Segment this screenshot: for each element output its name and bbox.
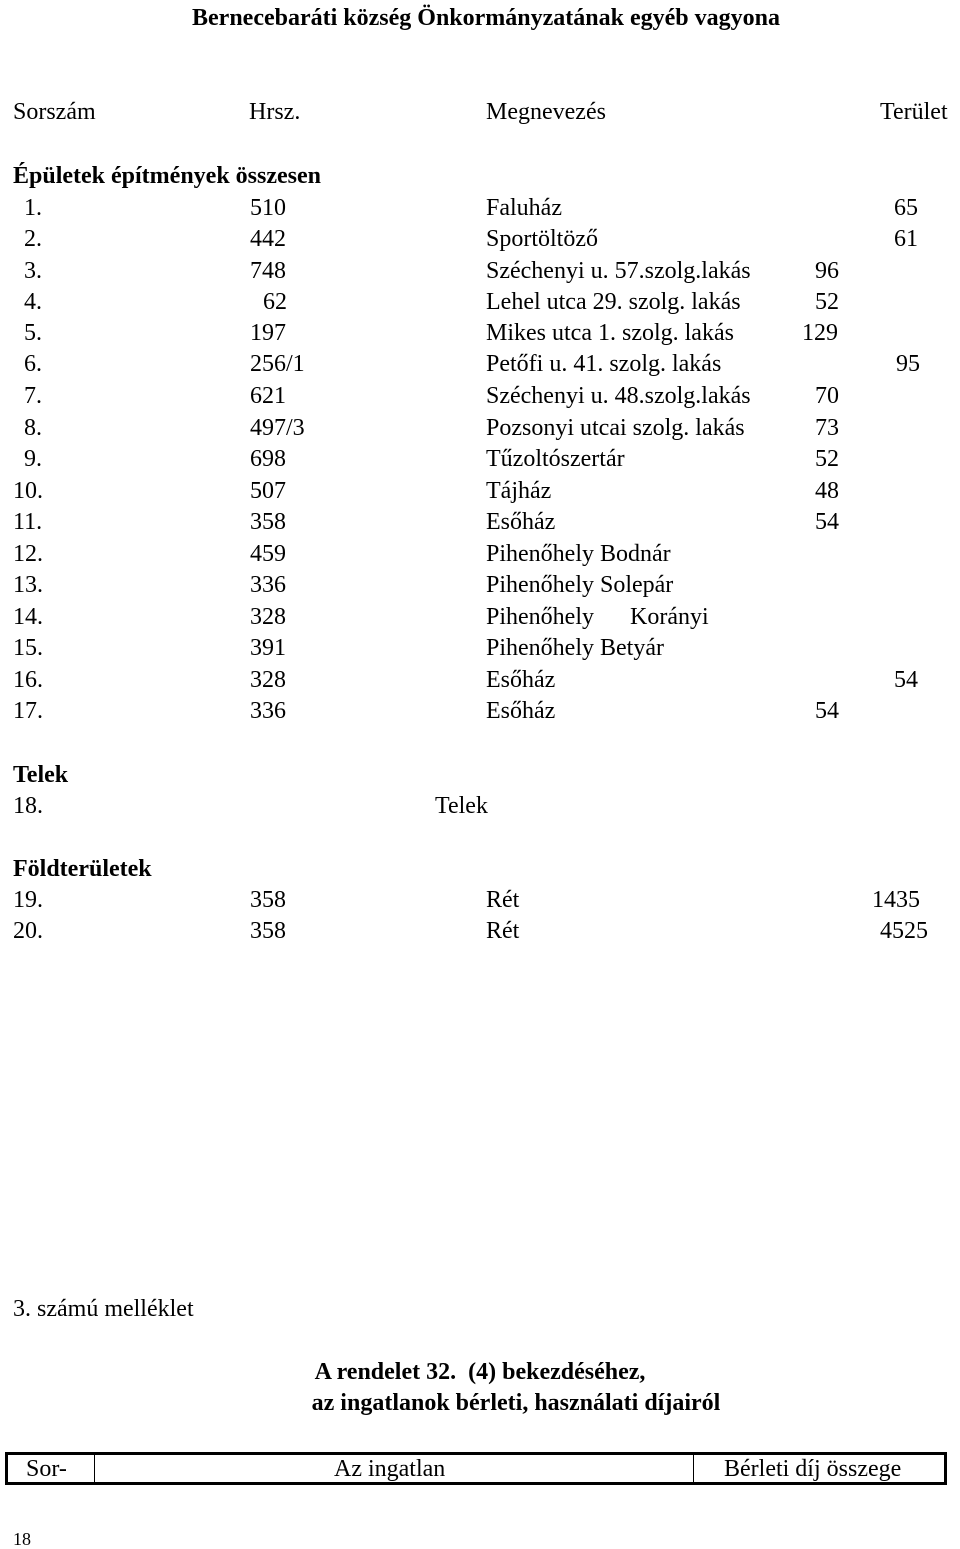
row-number: 3. <box>24 258 42 284</box>
list-item <box>0 888 960 916</box>
column-header-sor: Sor- <box>26 1456 67 1482</box>
list-item <box>0 636 960 664</box>
row-number: 1. <box>24 195 42 221</box>
row-name: Telek <box>435 793 488 819</box>
header-sorszam: Sorszám <box>13 99 96 125</box>
page-number: 18 <box>13 1529 31 1549</box>
list-item <box>0 919 960 947</box>
row-number: 13. <box>13 572 43 598</box>
row-area: 61 <box>894 226 918 252</box>
section-buildings-heading: Épületek építmények összesen <box>13 163 321 189</box>
list-item <box>0 416 960 444</box>
row-name: Pozsonyi utcai szolg. lakás <box>486 415 745 441</box>
column-divider <box>693 1455 694 1482</box>
row-hrsz: 442 <box>250 226 286 252</box>
list-item <box>0 510 960 538</box>
row-name: Esőház <box>486 667 556 693</box>
row-number: 17. <box>13 698 43 724</box>
row-hrsz: 328 <box>250 667 286 693</box>
annex-label: 3. számú melléklet <box>13 1296 194 1322</box>
row-name: Pihenőhely Solepár <box>486 572 674 598</box>
row-area: 48 <box>815 478 839 504</box>
row-name: Pihenőhely Betyár <box>486 635 664 661</box>
list-item <box>0 542 960 570</box>
row-name: Lehel utca 29. szolg. lakás <box>486 289 741 315</box>
rendelet-heading-line1: A rendelet 32. (4) bekezdéséhez, <box>314 1359 646 1385</box>
column-header-ingatlan: Az ingatlan <box>334 1456 446 1482</box>
row-area: 1435 <box>872 887 920 913</box>
list-item <box>0 573 960 601</box>
row-area: 54 <box>894 667 918 693</box>
row-hrsz: 507 <box>250 478 286 504</box>
list-item <box>0 447 960 475</box>
row-hrsz: 391 <box>250 635 286 661</box>
row-number: 11. <box>13 509 43 535</box>
rent-table-header <box>5 1452 947 1485</box>
row-area: 4525 <box>880 918 928 944</box>
list-item <box>0 699 960 727</box>
row-area: 54 <box>815 509 839 535</box>
row-hrsz: 62 <box>263 289 287 315</box>
list-item <box>0 605 960 633</box>
list-item <box>0 290 960 318</box>
row-number: 18. <box>13 793 43 819</box>
row-name: Tűzoltószertár <box>486 446 625 472</box>
list-item <box>0 196 960 224</box>
column-header-berleti-dij: Bérleti díj összege <box>724 1456 902 1482</box>
row-hrsz: 459 <box>250 541 286 567</box>
row-name: Esőház <box>486 509 556 535</box>
row-area: 54 <box>815 698 839 724</box>
row-number: 20. <box>13 918 43 944</box>
row-hrsz: 336 <box>250 698 286 724</box>
header-megnevezes: Megnevezés <box>486 99 606 125</box>
section-telek-heading: Telek <box>13 762 69 788</box>
row-area: 52 <box>815 446 839 472</box>
row-number: 2. <box>24 226 42 252</box>
row-name: Sportöltöző <box>486 226 598 252</box>
row-hrsz: 358 <box>250 918 286 944</box>
list-item <box>0 384 960 412</box>
row-name: Pihenőhely Korányi <box>486 604 709 630</box>
list-item <box>0 227 960 255</box>
rendelet-heading-line2: az ingatlanok bérleti, használati díjairól <box>311 1390 721 1416</box>
row-area: 96 <box>815 258 839 284</box>
row-area: 73 <box>815 415 839 441</box>
list-item <box>0 479 960 507</box>
list-item <box>0 352 960 380</box>
header-hrsz: Hrsz. <box>249 99 301 125</box>
row-number: 5. <box>24 320 42 346</box>
row-number: 12. <box>13 541 43 567</box>
row-number: 16. <box>13 667 43 693</box>
row-hrsz: 358 <box>250 887 286 913</box>
row-hrsz: 698 <box>250 446 286 472</box>
row-number: 7. <box>24 383 42 409</box>
row-area: 129 <box>802 320 838 346</box>
row-hrsz: 621 <box>250 383 286 409</box>
row-number: 9. <box>24 446 42 472</box>
row-name: Széchenyi u. 48.szolg.lakás <box>486 383 751 409</box>
row-number: 15. <box>13 635 43 661</box>
row-number: 8. <box>24 415 42 441</box>
section-foldteruletek-heading: Földterületek <box>13 856 152 882</box>
row-area: 70 <box>815 383 839 409</box>
row-name: Tájház <box>486 478 552 504</box>
row-number: 6. <box>24 351 42 377</box>
row-name: Rét <box>486 887 520 913</box>
row-hrsz: 197 <box>250 320 286 346</box>
row-number: 10. <box>13 478 43 504</box>
list-item <box>0 321 960 349</box>
row-area: 65 <box>894 195 918 221</box>
row-name: Pihenőhely Bodnár <box>486 541 671 567</box>
row-name: Rét <box>486 918 520 944</box>
column-divider <box>94 1455 95 1482</box>
header-terulet: Terület <box>880 99 948 125</box>
row-number: 19. <box>13 887 43 913</box>
row-hrsz: 358 <box>250 509 286 535</box>
row-area: 95 <box>896 351 920 377</box>
row-hrsz: 510 <box>250 195 286 221</box>
row-area: 52 <box>815 289 839 315</box>
row-name: Széchenyi u. 57.szolg.lakás <box>486 258 751 284</box>
row-number: 4. <box>24 289 42 315</box>
row-hrsz: 256/1 <box>250 351 305 377</box>
row-name: Faluház <box>486 195 562 221</box>
row-name: Mikes utca 1. szolg. lakás <box>486 320 734 346</box>
list-item <box>0 259 960 287</box>
row-hrsz: 748 <box>250 258 286 284</box>
row-hrsz: 336 <box>250 572 286 598</box>
row-name: Esőház <box>486 698 556 724</box>
list-item <box>0 794 960 822</box>
row-hrsz: 497/3 <box>250 415 305 441</box>
document-title: Bernecebaráti község Önkormányzatának egyéb vagyona <box>192 5 780 31</box>
row-number: 14. <box>13 604 43 630</box>
row-name: Petőfi u. 41. szolg. lakás <box>486 351 722 377</box>
list-item <box>0 668 960 696</box>
row-hrsz: 328 <box>250 604 286 630</box>
